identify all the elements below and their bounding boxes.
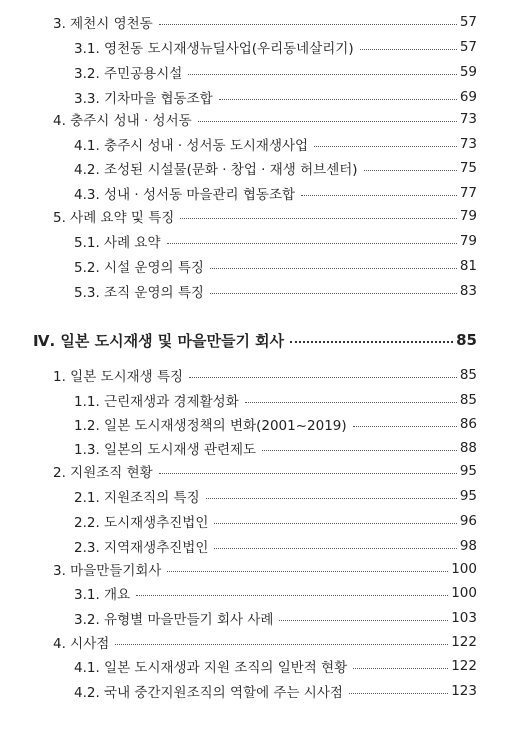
dot-leader bbox=[206, 497, 457, 499]
toc-entry-title: 4. 충주시 성내 · 성서동 bbox=[53, 113, 192, 129]
toc-page-number: 73 bbox=[459, 136, 477, 152]
toc-page-number: 123 bbox=[451, 683, 477, 699]
toc-entry-title: 3.2. 주민공용시설 bbox=[74, 66, 183, 82]
toc-page-number: 122 bbox=[451, 634, 477, 650]
toc-entry[interactable] bbox=[0, 255, 477, 277]
dot-leader bbox=[279, 619, 448, 621]
toc-entry-title: 3.1. 개요 bbox=[74, 587, 131, 603]
toc-entry-title: 5.2. 시설 운영의 특징 bbox=[74, 260, 204, 276]
toc-entry[interactable] bbox=[0, 11, 477, 33]
toc-page-number: 81 bbox=[459, 258, 477, 274]
toc-page-number: 69 bbox=[459, 89, 477, 105]
toc-entry[interactable] bbox=[0, 460, 477, 482]
toc-entry-title: 4.2. 조성된 시설물(문화 · 창업 · 재생 허브센터) bbox=[74, 162, 358, 178]
dot-leader bbox=[167, 242, 457, 244]
toc-page-number: 96 bbox=[459, 513, 477, 529]
toc-page-number: 122 bbox=[451, 658, 477, 674]
dot-leader bbox=[301, 194, 457, 196]
toc-page-number: 77 bbox=[459, 185, 477, 201]
toc-entry[interactable] bbox=[0, 86, 477, 108]
toc-entry[interactable] bbox=[0, 280, 477, 302]
toc-page-number: 100 bbox=[451, 585, 477, 601]
dot-leader bbox=[189, 376, 457, 378]
toc-entry[interactable] bbox=[0, 364, 477, 386]
toc-entry-title: 1.1. 근린재생과 경제활성화 bbox=[74, 394, 239, 410]
dot-leader bbox=[159, 472, 457, 474]
toc-entry[interactable] bbox=[0, 61, 477, 83]
toc-entry-title: 2.2. 도시재생추진법인 bbox=[74, 515, 209, 531]
toc-entry[interactable] bbox=[0, 535, 477, 557]
dot-leader bbox=[159, 23, 457, 25]
toc-entry[interactable] bbox=[0, 607, 477, 629]
toc-page-number: 100 bbox=[451, 561, 477, 577]
dot-leader bbox=[180, 217, 456, 219]
toc-entry-title: 5.3. 조직 운영의 특징 bbox=[74, 285, 204, 301]
dot-leader bbox=[210, 267, 457, 269]
toc-entry-title: 2.3. 지역재생추진법인 bbox=[74, 540, 209, 556]
toc-entry[interactable] bbox=[0, 485, 477, 507]
toc-page-number: 88 bbox=[459, 440, 477, 456]
dot-leader bbox=[314, 145, 457, 147]
toc-entry[interactable] bbox=[0, 631, 477, 653]
toc-entry-title: 3. 마을만들기회사 bbox=[53, 563, 162, 579]
toc-page-number: 103 bbox=[451, 610, 477, 626]
toc-entry-title: 4.1. 일본 도시재생과 지원 조직의 일반적 현황 bbox=[74, 660, 348, 676]
toc-entry-title: 1.3. 일본의 도시재생 관련제도 bbox=[74, 442, 257, 458]
toc-entry[interactable] bbox=[0, 582, 477, 604]
toc-entry-title: 3.3. 기차마을 협동조합 bbox=[74, 91, 213, 107]
toc-page-number: 79 bbox=[459, 208, 477, 224]
toc-entry[interactable] bbox=[0, 36, 477, 58]
toc-entry-title: 3.1. 영천동 도시재생뉴딜사업(우리동네살리기) bbox=[74, 41, 354, 57]
toc-page-number: 85 bbox=[459, 392, 477, 408]
toc-entry[interactable] bbox=[0, 157, 477, 179]
toc-page-number: 83 bbox=[459, 283, 477, 299]
dot-leader bbox=[188, 73, 457, 75]
toc-page-number: 86 bbox=[459, 416, 477, 432]
dot-leader bbox=[167, 570, 448, 572]
toc-page-number: 98 bbox=[459, 538, 477, 554]
toc-entry[interactable] bbox=[0, 182, 477, 204]
dot-leader bbox=[136, 594, 448, 596]
toc-page-number: 57 bbox=[459, 14, 477, 30]
toc-entry[interactable] bbox=[0, 230, 477, 252]
toc-entry[interactable] bbox=[0, 389, 477, 411]
dot-leader bbox=[214, 547, 456, 549]
toc-entry-title: 5. 사례 요약 및 특징 bbox=[53, 210, 175, 226]
dot-leader bbox=[245, 401, 457, 403]
toc-entry-title: 2.1. 지원조직의 특징 bbox=[74, 490, 200, 506]
toc-entry-title: 3. 제천시 영천동 bbox=[53, 16, 153, 32]
toc-entry[interactable] bbox=[0, 437, 477, 459]
dot-leader bbox=[210, 292, 457, 294]
dot-leader bbox=[214, 522, 456, 524]
dot-leader bbox=[353, 667, 448, 669]
toc-page-number: 59 bbox=[459, 64, 477, 80]
toc-page-number: 73 bbox=[459, 111, 477, 127]
toc-page-number: 95 bbox=[459, 463, 477, 479]
dot-leader bbox=[262, 449, 457, 451]
dot-leader bbox=[349, 692, 448, 694]
toc-entry-title: 4.2. 국내 중간지원조직의 역할에 주는 시사점 bbox=[74, 685, 343, 701]
dot-leader bbox=[364, 169, 457, 171]
dot-leader bbox=[290, 340, 453, 343]
toc-entry[interactable] bbox=[0, 558, 477, 580]
toc-page-number: 85 bbox=[456, 331, 477, 349]
toc-page-number: 57 bbox=[459, 39, 477, 55]
toc-entry[interactable] bbox=[0, 133, 477, 155]
toc-page-number: 95 bbox=[459, 488, 477, 504]
toc-entry[interactable] bbox=[0, 205, 477, 227]
toc-chapter-entry[interactable] bbox=[0, 329, 477, 351]
toc-entry-title: 1. 일본 도시재생 특징 bbox=[53, 369, 184, 385]
toc-entry-title: 4.1. 충주시 성내 · 성서동 도시재생사업 bbox=[74, 138, 309, 154]
toc-entry-title: 4. 시사점 bbox=[53, 636, 110, 652]
dot-leader bbox=[353, 425, 457, 427]
dot-leader bbox=[198, 120, 457, 122]
toc-entry-title: 5.1. 사례 요약 bbox=[74, 235, 161, 251]
toc-entry-title: 3.2. 유형별 마을만들기 회사 사례 bbox=[74, 612, 274, 628]
toc-entry-title: 2. 지원조직 현황 bbox=[53, 465, 153, 481]
toc-entry[interactable] bbox=[0, 510, 477, 532]
toc-entry[interactable] bbox=[0, 680, 477, 702]
toc-page-number: 75 bbox=[459, 160, 477, 176]
toc-chapter-title: Ⅳ. 일본 도시재생 및 마을만들기 회사 bbox=[33, 331, 285, 350]
toc-entry[interactable] bbox=[0, 413, 477, 435]
dot-leader bbox=[115, 643, 448, 645]
dot-leader bbox=[360, 48, 457, 50]
toc-entry[interactable] bbox=[0, 108, 477, 130]
toc-page-number: 85 bbox=[459, 367, 477, 383]
toc-page-number: 79 bbox=[459, 233, 477, 249]
toc-entry-title: 4.3. 성내 · 성서동 마을관리 협동조합 bbox=[74, 187, 296, 203]
toc-entry[interactable] bbox=[0, 655, 477, 677]
dot-leader bbox=[219, 98, 457, 100]
toc-entry-title: 1.2. 일본 도시재생정책의 변화(2001~2019) bbox=[74, 418, 347, 434]
